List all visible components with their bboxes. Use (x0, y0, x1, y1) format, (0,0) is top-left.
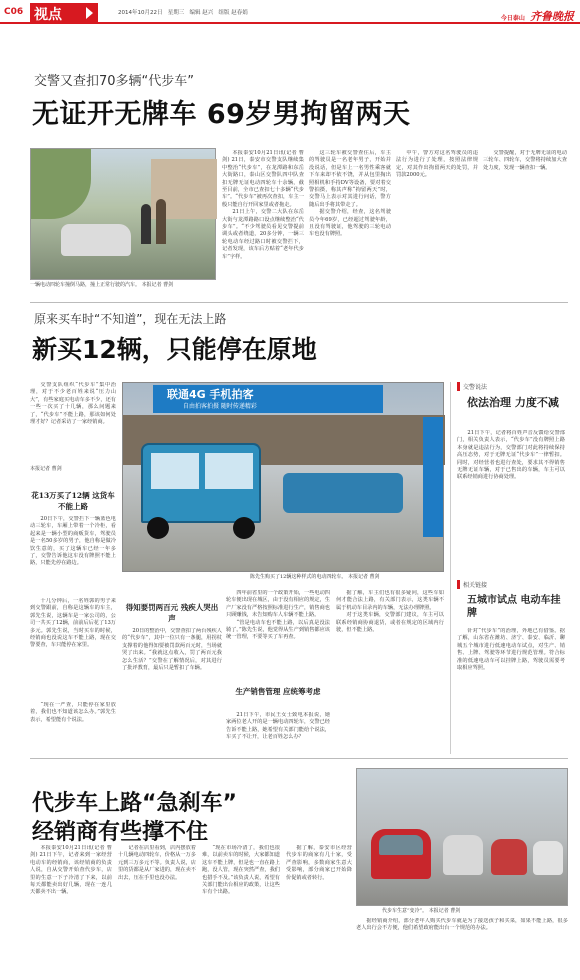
story1-col-4 (483, 150, 567, 300)
story1-photo-caption: 一辆电动四轮车撞倒马路，撞上正常行驶的汽车。 本报记者 曹剑 (30, 282, 174, 288)
sidebar-tag-1: 交警说法 (457, 382, 487, 391)
story2-subhead-b: 生产销售管理 应统筹考虑 (235, 687, 321, 696)
story2-col-2 (30, 598, 116, 700)
paragraph: 21日上午，交警二大队在东岳大街与龙潭路路口设点继续整治“代步车”。“不少驾驶员看见交警提前调头或者绕道，20多分钟，一辆三轮电动车经过路口时被交警拦下，记者发现，该车后方贴着“老年代步车”字样。 (222, 209, 304, 260)
paragraph: 记者在店里看到，店内摆放着十几辆电动四轮车，价格从一万多元到三万多元不等。负责人说，店里的货都是从厂家进的，现在卖不出去，压在手里也没办法。 (118, 845, 196, 881)
editor: 编辑 赵兴 (189, 10, 214, 16)
story2-headline: 新买12辆，只能停在原地 (32, 335, 317, 364)
brand-logo (501, 5, 574, 24)
paragraph: 十几分钟后，一名姓郭的男子来到交警跟前，自称是这辆车的车主，郭先生说，这辆车是一家公司的，公司一共买了12辆，前前后后花了13万多元。郭先生说，当时买车的时候，经销商也没说这车不能上路，现在交警要查，车只能停在家里。 (30, 598, 116, 649)
paragraph: 据了解，车主们也有很多疑问，这些车如何才能合法上路，有关部门表示，这类车辆不属于机动车目录内的车辆，无法办理牌照。 (336, 590, 444, 611)
story3-col-5 (356, 918, 568, 976)
car-shape (491, 839, 527, 875)
car-shape (533, 841, 563, 875)
photo-banner-sub: 自由拍客拍摄 随时传递精彩 (183, 403, 257, 410)
person-shape (141, 204, 151, 244)
paragraph: 四年前省里的一个政策开始，一些电动四轮车便出现在城区，由于没有相应的规定，生产厂家没有严格按照标准进行生产，销售商也只顾赚钱，未告知购车人车辆不能上路。 (226, 590, 330, 619)
paragraph: 交警提醒，对于无牌无证的电动三轮车、四轮车，交警将持续加大查处力度，发现一辆查扣一辆。 (483, 150, 567, 171)
paragraph: 对于这类车辆，交警部门建议，车主可以联系经销商协商退货，或者在规定的区域内行驶，但不能上路。 (336, 612, 444, 634)
brand-small: 今日泰山 (500, 15, 525, 22)
page-number: C06 (4, 7, 24, 17)
car-window (379, 835, 423, 855)
paragraph: 交警支队组织“代步车”集中治理，对于不少老百姓来说“压力山大”，有些家庭买电动车多不少，还有一些一次买了十几辆，那么问题来了，“代步车”不能上路，那该如何处理才好？记者采访了一家经销商。 (30, 382, 116, 426)
paragraph: “现在市场冷清了，我们也很难，以前卖车的时候，大家都知道这车不能上牌，但是也一直在路上跑，没人管，现在突然严查，我们也措手不及。”该负责人说，希望有关部门能出台相应的政策，让这些车有个出路。 (202, 845, 280, 896)
story2-col-mid (226, 590, 330, 682)
masthead (0, 0, 580, 24)
story3-col-1 (30, 845, 112, 975)
side-banner (423, 417, 443, 537)
photo-banner-title: 联通4G 手机拍客 (167, 388, 254, 401)
story3-photo (356, 768, 568, 906)
story3-headline-1: 代步车上路“急刹车” (32, 791, 237, 816)
sidebar-head-1 (467, 396, 563, 410)
sidebar-body-2 (457, 628, 565, 752)
car-shape (443, 835, 483, 875)
paragraph: 本报泰安10月21日讯(记者 曹剑) 21日下午，记者来到一家经营电动车的经销商，该经销商的负责人说，自从交警开始查代步车，店里的生意一下子冷清了下来，以前每天都能卖出好几辆，现在一连几天都卖不出一辆。 (30, 845, 112, 896)
paragraph: 本报泰安10月21日讯(记者 曹剑) 21日，泰安市交警支队继续集中整治“代步车”，在龙潭路和东岳大街路口，泰山区交警队四中队查扣无牌无证电动四轮车十余辆，截至目前，全市已查扣七十多辆“代步车”。“代步车”被再次查扣，车主一般只能自行开回家里或者拖走。 (222, 150, 304, 208)
vehicle-row (283, 473, 403, 513)
paragraph: “管是电动车也不能上路，以后真是没法骑了。”陈先生说，他觉得从生产到销售都应该统一管理，不要等买了车再查。 (226, 619, 330, 641)
paragraph: 据交警介绍，经查，这名驾驶员今年69岁，已经超过驾驶年龄，且没有驾驶证，他驾驶的三轮电动车也没有牌照。 (309, 209, 391, 238)
paragraph: 20日的整治中，交警查扣了两台残疾人的“代步车”，其中一位只有一条腿，用拐杖支撑着的他得知要被罚款两百元时，当场就哭了出来。“我就这点收入，罚了两百元我怎么生活？”交警在了解情况后，对其进行了批评教育，最后只是暂扣了车辆。 (122, 628, 222, 672)
sidebar (450, 382, 568, 754)
story1-col-3 (396, 150, 478, 300)
paragraph: 据了解，泰安市区经营代步车的商家有几十家，受严查影响，多数商家生意大受影响，部分商家已开始降价促销或者转行。 (286, 845, 352, 881)
brand-name: 齐鲁晚报 (530, 10, 574, 23)
person-shape (156, 199, 166, 244)
paragraph: 据经销商介绍，部分老年人购买代步车就是为了接送孩子和买菜，如果不能上路，很多老人出行会不方便，他们希望政府能出台一个规范的办法。 (356, 918, 568, 932)
story1-headline: 无证开无牌车 69岁男拘留两天 (32, 99, 411, 130)
divider (30, 302, 568, 303)
weekday: 星期三 (167, 10, 185, 16)
story2-photo-caption: 陈先生购买了12辆这种样式的电动四轮车。 本报记者 曹剑 (250, 574, 380, 580)
story2-lede (30, 382, 116, 440)
paragraph: 中午，警方对这名驾驶员的违法行为进行了处理，按照法律规定，对其作出拘留两天的处罚，并罚款2000元。 (396, 150, 478, 179)
story3-col-3 (202, 845, 280, 975)
paragraph: 21日下午，记者将百姓声音反馈给交警部门，相关负责人表示，“代步车”没有牌照上路本身就是违法行为，交警部门对此将持续保持高压态势，对于无牌无证“代步车”一律暂扣。同时，对经营者也进行查处，要求其不得销售无牌无证车辆，对于已售出的车辆，车主可以联系经销商进行协商处理。 (457, 430, 565, 481)
story1-col-1 (222, 150, 304, 300)
sidebar-head-2-text: 五城市试点 电动车挂牌 (467, 595, 561, 619)
paragraph: “现在一严查，只能停在家里放着，我们也不知道该怎么办。”郭先生表示，希望能有个说法。 (30, 702, 116, 723)
vehicle-window (151, 453, 199, 489)
tree-shape (31, 149, 91, 219)
sidebar-head-1-text: 依法治理 力度不减 (467, 396, 559, 409)
story2-col-e (336, 590, 444, 750)
masthead-meta (118, 8, 248, 16)
story2-col-a (122, 628, 222, 748)
story3-col-2 (118, 845, 196, 975)
story2-col-1 (30, 516, 116, 596)
story2-col-3 (30, 702, 116, 750)
story3-photo-caption: 代步车生意“变冷”。 本报记者 曹剑 (382, 908, 461, 914)
section-title: 视点 (34, 7, 62, 23)
story3-col-4 (286, 845, 352, 975)
story2-subhead-1: 花13万买了12辆 这货车不能上路 (31, 491, 115, 511)
paragraph: 这三轮车被交警查住后，车主的驾驶员是一名老年男子，开始并没说话，但是车上一名男性乘客就下车来却不依不饶，并从包里掏出照相机和手持DV等设备，要对着交警拍摄，称其声称“拘留两天”时，交警马上表示对其进行问话，警方随后出手将其带走了。 (309, 150, 391, 208)
paragraph: 21日下午，市民王女士致电本报说，她家两位老人开的是一辆电动四轮车，交警已经告诉不能上路，她希望有关部门能给个说法，车买了不让开，让老百姓怎么办？ (226, 712, 330, 741)
story3-headline-2: 经销商有些撑不住 (32, 820, 209, 845)
story1-col-2 (309, 150, 391, 300)
story1-kicker: 交警又查扣70多辆“代步车” (34, 74, 195, 89)
story2-kicker: 原来买车时“不知道”，现在无法上路 (34, 312, 227, 326)
paragraph: 20日下午，交警拦下一辆蓝色电动三轮车，车厢上带着一个冷柜，看起来是一辆小型的商贩货车，驾驶员是一名50多岁的男子，他自称是做冷饮生意的，买了这辆车已经一年多了，交警告诉他这车没有牌照不能上路，只能先停在路边。 (30, 516, 116, 567)
designer: 组版 赵春娟 (218, 10, 248, 16)
vehicle-wheel (233, 517, 255, 539)
section-chevron-icon (86, 7, 93, 19)
sidebar-body-1 (457, 430, 565, 576)
sidebar-tag-2: 相关链接 (457, 580, 487, 589)
story2-subhead-a: 得知要罚两百元 残疾人哭出声 (125, 603, 219, 623)
divider (30, 758, 568, 759)
story2-photo (122, 382, 444, 572)
vehicle-wheel (147, 517, 169, 539)
story2-col-d (226, 712, 330, 752)
paragraph: 针对“代步车”的治理，外地已有借鉴。据了解，山东省在潍坊、济宁、泰安、临沂、聊城五个城市进行低速电动车试点，对生产、销售、上牌、驾驶等环节进行规范管理。符合标准的低速电动车可以挂牌上路，驾驶员需要考取相应驾照。 (457, 628, 565, 672)
vehicle-window (205, 453, 253, 489)
story1-photo (30, 148, 216, 280)
date: 2014年10月22日 (118, 10, 163, 16)
story2-byline: 本报记者 曹剑 (30, 466, 62, 472)
sidebar-head-2 (467, 594, 563, 620)
car-shape (61, 224, 131, 256)
